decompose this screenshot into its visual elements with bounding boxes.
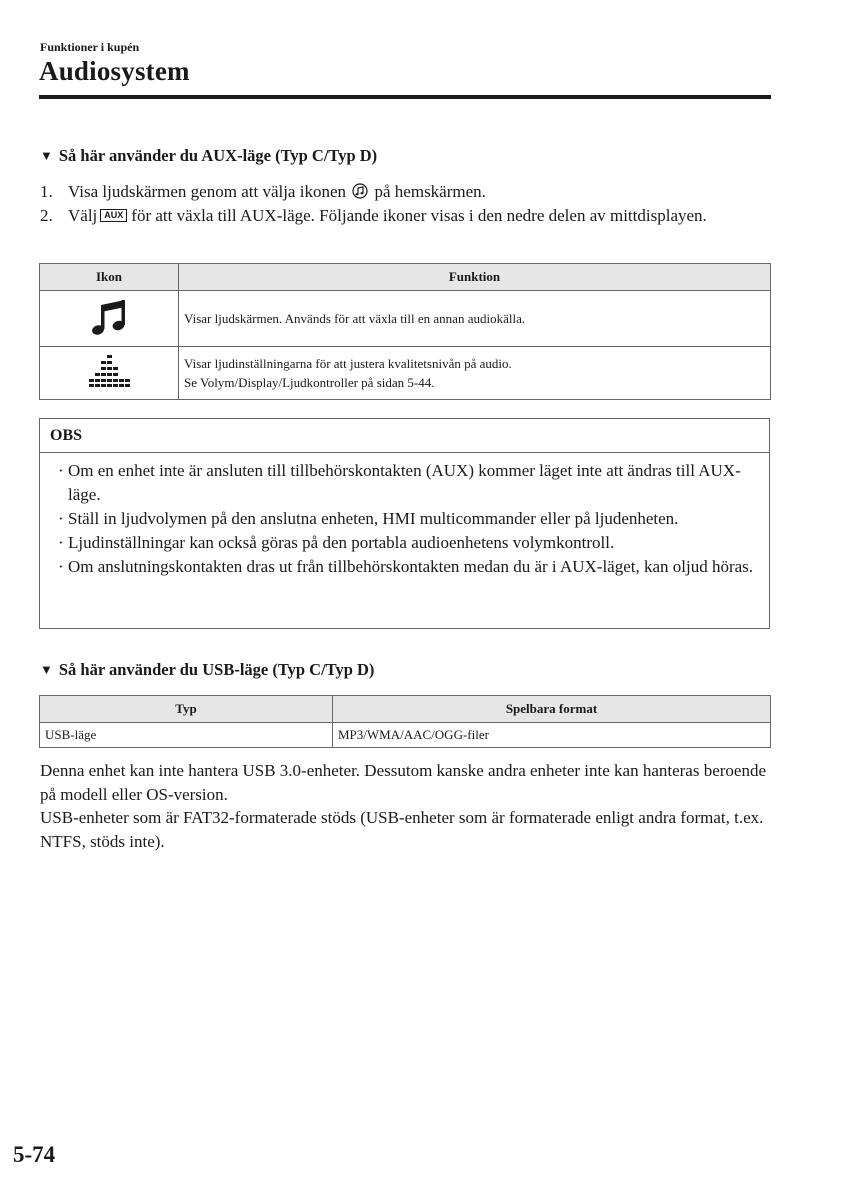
bullet: ·: [58, 461, 64, 480]
section-label: Funktioner i kupén: [40, 40, 140, 54]
function-text-line: Visar ljudinställningarna för att justera kvalitetsnivån på audio.: [184, 356, 512, 371]
obs-item-text: Ljudinställningar kan också göras på den portabla audioenhetens volymkontroll.: [68, 533, 615, 552]
step-1: [40, 180, 740, 204]
type-cell: USB-läge: [40, 723, 333, 748]
triangle-marker-icon: ▼: [40, 148, 53, 163]
page-number: 5-74: [13, 1142, 56, 1167]
bullet: ·: [58, 557, 64, 576]
table-header-function: Funktion: [179, 264, 771, 291]
table-header-icon: Ikon: [40, 264, 179, 291]
obs-note-box: [39, 418, 770, 629]
aux-button-icon: AUX: [100, 209, 127, 222]
bullet: ·: [58, 533, 64, 552]
step-2-text-before: Välj: [68, 206, 98, 225]
usb-format-table: [39, 695, 771, 748]
triangle-marker-icon: ▼: [40, 662, 53, 677]
step-number: 2.: [40, 206, 53, 225]
obs-list: [58, 459, 758, 579]
table-header-formats: Spelbara format: [333, 696, 771, 723]
list-item: [58, 531, 758, 555]
page-title: Audiosystem: [39, 56, 190, 86]
obs-header: [40, 419, 769, 453]
list-item: [58, 459, 758, 507]
usb-section-heading: [40, 660, 374, 680]
list-item: [58, 507, 758, 531]
step-2: [40, 204, 740, 228]
paragraph: Denna enhet kan inte hantera USB 3.0-enheter. Dessutom kanske andra enheter inte kan hanteras beroende på modell eller OS-version.: [40, 761, 767, 804]
aux-steps: [40, 180, 740, 228]
table-header-type: Typ: [40, 696, 333, 723]
function-cell: [179, 347, 771, 400]
step-1-text-after: på hemskärmen.: [374, 182, 486, 201]
formats-cell: MP3/WMA/AAC/OGG-filer: [333, 723, 771, 748]
aux-heading-text: Så här använder du AUX-läge (Typ C/Typ D): [58, 146, 378, 165]
obs-item-text: Ställ in ljudvolymen på den anslutna enheten, HMI multicommander eller på ljudenheten.: [68, 509, 679, 528]
table-row: [40, 347, 771, 400]
bullet: ·: [58, 509, 64, 528]
usb-description: [40, 759, 770, 853]
table-row: [40, 723, 771, 748]
obs-item-text: Om anslutningskontakten dras ut från tillbehörskontakten medan du är i AUX-läget, kan oljud höras.: [68, 557, 754, 576]
step-1-text-before: Visa ljudskärmen genom att välja ikonen: [68, 182, 346, 201]
step-2-text-after: för att växla till AUX-läge. Följande ikoner visas i den nedre delen av mittdisplayen.: [131, 206, 707, 225]
music-note-icon: [87, 295, 131, 339]
music-circle-icon: [352, 183, 368, 199]
icon-cell: [40, 291, 179, 347]
aux-icon-table: [39, 263, 771, 400]
title-divider: [39, 95, 771, 99]
function-text-line: Se Volym/Display/Ljudkontroller på sidan 5-44.: [184, 375, 435, 390]
obs-item-text: Om en enhet inte är ansluten till tillbehörskontakten (AUX) kommer läget inte att ändras till AUX-läge.: [68, 461, 741, 504]
paragraph: USB-enheter som är FAT32-formaterade stöds (USB-enheter som är formaterade enligt andra format, t.ex. NTFS, stöds inte).: [40, 808, 764, 851]
usb-heading-text: Så här använder du USB-läge (Typ C/Typ D): [58, 660, 375, 679]
aux-section-heading: [40, 146, 377, 166]
list-item: [58, 555, 758, 579]
equalizer-icon: [85, 352, 133, 390]
function-cell: Visar ljudskärmen. Används för att växla till en annan audiokälla.: [179, 291, 771, 347]
obs-title: OBS: [50, 427, 83, 444]
step-number: 1.: [40, 182, 53, 201]
icon-cell: [40, 347, 179, 400]
table-row: [40, 291, 771, 347]
